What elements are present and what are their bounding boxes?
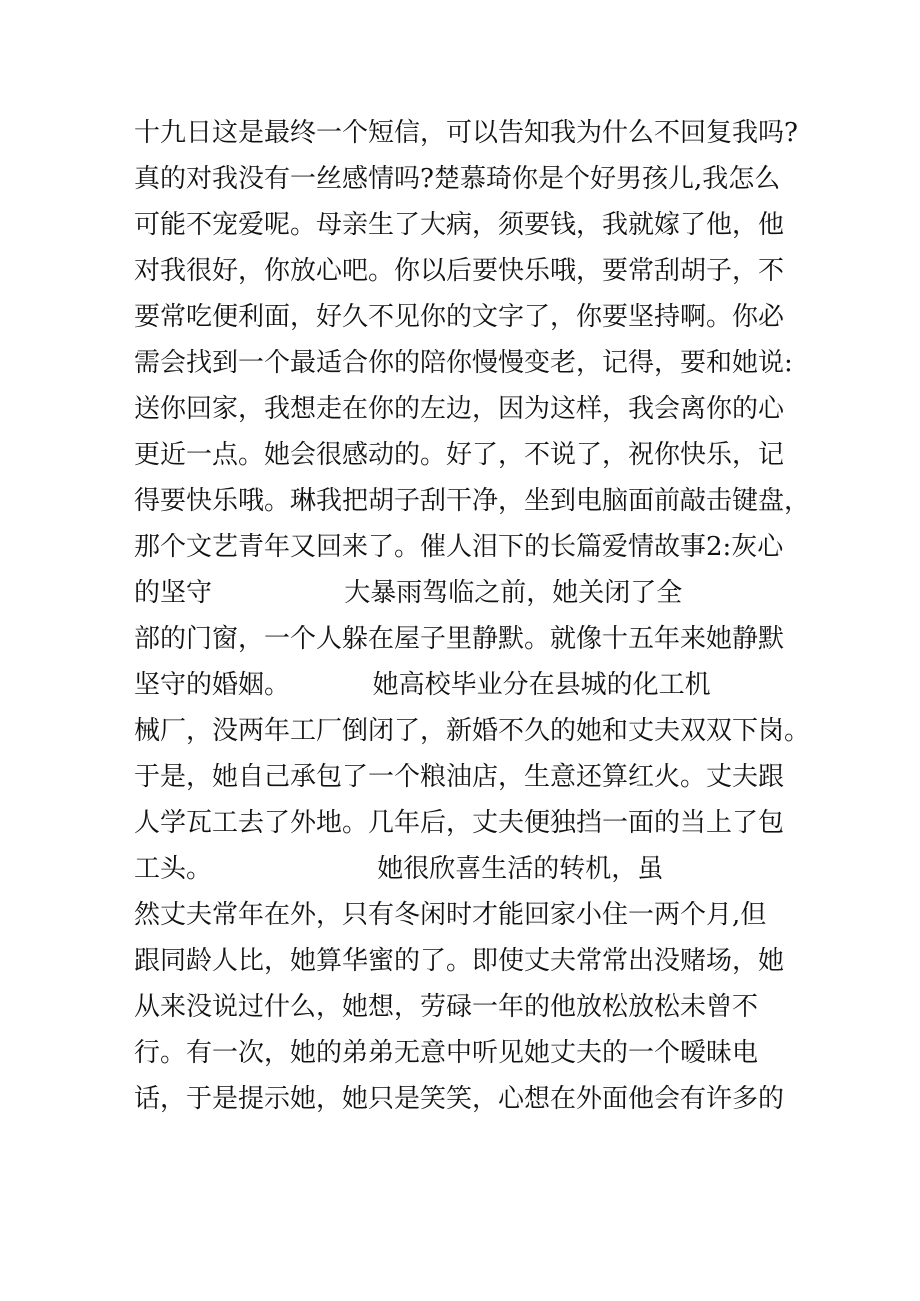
text-line: 真的对我没有一丝感情吗?楚慕琦你是个好男孩儿,我怎么 xyxy=(134,164,781,194)
body-text xyxy=(134,110,814,1122)
text-line: 十九日这是最终一个短信，可以告知我为什么不回复我吗? xyxy=(134,118,798,148)
text-line: 部的门窗，一个人躲在屋子里静默。就像十五年来她静默 xyxy=(134,624,785,654)
text-line: 于是，她自己承包了一个粮油店，生意还算红火。丈夫跟 xyxy=(134,762,785,792)
text-line: 得要快乐哦。琳我把胡子刮干净，坐到电脑面前敲击键盘， xyxy=(134,486,811,516)
text-line: 坚守的婚姻。 她高校毕业分在县城的化工机 xyxy=(134,670,711,700)
text-line: 从来没说过什么，她想，劳碌一年的他放松放松未曾不 xyxy=(134,992,759,1022)
text-line: 对我很好，你放心吧。你以后要快乐哦，要常刮胡子，不 xyxy=(134,256,785,286)
text-line: 更近一点。她会很感动的。好了，不说了，祝你快乐，记 xyxy=(134,440,785,470)
text-line: 可能不宠爱呢。母亲生了大病，须要钱，我就嫁了他，他 xyxy=(134,210,785,240)
text-line: 那个文艺青年又回来了。催人泪下的长篇爱情故事2:灰心 xyxy=(134,532,784,562)
text-line: 人学瓦工去了外地。几年后，丈夫便独挡一面的当上了包 xyxy=(134,808,785,838)
text-line: 行。有一次，她的弟弟无意中听见她丈夫的一个暧昧电 xyxy=(134,1038,759,1068)
text-line: 工头。 她很欣喜生活的转机，虽 xyxy=(134,854,664,884)
text-line: 的坚守 大暴雨驾临之前，她关闭了全 xyxy=(134,578,683,608)
text-line: 要常吃便利面，好久不见你的文字了，你要坚持啊。你必 xyxy=(134,302,785,332)
text-line: 话，于是提示她，她只是笑笑，心想在外面他会有许多的 xyxy=(134,1084,785,1114)
text-line: 跟同龄人比，她算华蜜的了。即使丈夫常常出没赌场，她 xyxy=(134,946,785,976)
text-line: 送你回家，我想走在你的左边，因为这样，我会离你的心 xyxy=(134,394,785,424)
text-line: 需会找到一个最适合你的陪你慢慢变老，记得，要和她说: xyxy=(134,348,793,378)
text-line: 械厂，没两年工厂倒闭了，新婚不久的她和丈夫双双下岗。 xyxy=(134,716,811,746)
text-line: 然丈夫常年在外，只有冬闲时才能回家小住一两个月,但 xyxy=(134,900,767,930)
